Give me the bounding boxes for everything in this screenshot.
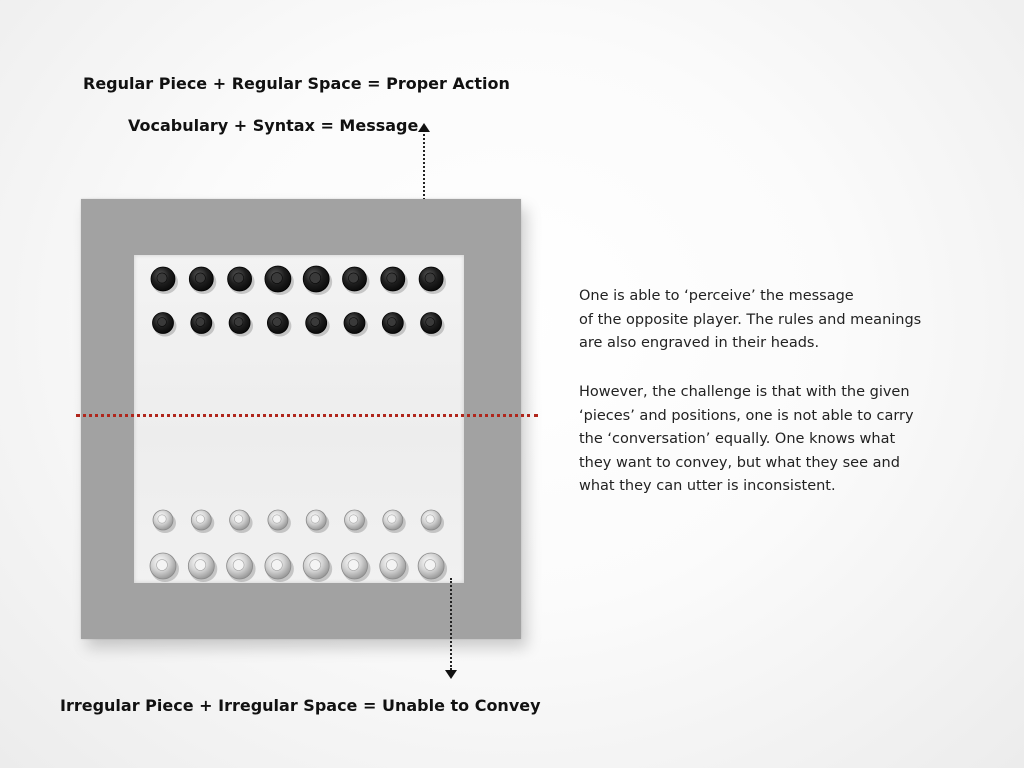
heading-vocabulary-equation: Vocabulary + Syntax = Message [128,116,419,135]
dark-back-row [151,266,446,295]
dark-pawn-top [234,318,243,327]
light-pawn-top [311,515,319,523]
light-piece-top [425,560,436,571]
paragraph-line: what they can utter is inconsistent. [579,478,836,494]
paragraph-perceive [579,285,959,356]
paragraph-line: of the opposite player. The rules and meanings [579,311,922,328]
light-pawn-top [196,515,204,523]
light-back-row [150,553,447,582]
light-pawn-top [388,515,396,523]
paragraph-line: ‘pieces’ and positions, one is not able to carry [579,407,914,424]
light-pawn-row [153,510,444,533]
paragraph-line: they want to convey, but what they see and [579,454,900,471]
dark-piece-top [425,273,435,283]
light-piece-top [157,560,168,571]
paragraph-line: are also engraved in their heads. [579,335,820,351]
light-pawn-top [158,515,166,523]
dark-piece-top [348,273,358,283]
dark-pawn-top [158,318,167,327]
arrow-down-line [450,578,452,670]
board-pieces [81,199,521,639]
game-board [81,199,521,639]
light-pawn-top [426,515,434,523]
dark-pawn-top [349,318,358,327]
heading-irregular-equation: Irregular Piece + Irregular Space = Unable to Convey [60,696,541,715]
dark-pawn-row [153,313,445,337]
dark-pawn-top [272,318,281,327]
dark-pawn-top [311,318,320,327]
dark-piece-top [234,273,244,283]
light-pawn-top [273,515,281,523]
dark-piece-top [387,273,397,283]
light-piece-top [195,560,206,571]
dark-piece-top [271,273,282,284]
paragraph-line: One is able to ‘perceive’ the message [579,288,854,304]
light-piece-top [233,560,244,571]
heading-regular-equation: Regular Piece + Regular Space = Proper Action [83,74,510,93]
dark-piece-top [310,273,321,284]
paragraph-challenge [579,381,959,499]
light-pawn-top [234,515,242,523]
dark-pawn-top [426,318,435,327]
light-piece-top [271,560,282,571]
dark-piece-top [195,273,205,283]
paragraph-line: However, the challenge is that with the given [579,384,910,400]
dark-piece-top [157,273,167,283]
light-piece-top [310,560,321,571]
light-piece-top [348,560,359,571]
paragraph-line: the ‘conversation’ equally. One knows what [579,431,896,447]
light-pawn-top [349,515,357,523]
arrow-down-icon [445,670,457,679]
dark-pawn-top [387,318,396,327]
red-dotted-divider [76,414,538,417]
arrow-up-icon [418,123,430,132]
light-piece-top [386,560,397,571]
dark-pawn-top [196,318,205,327]
